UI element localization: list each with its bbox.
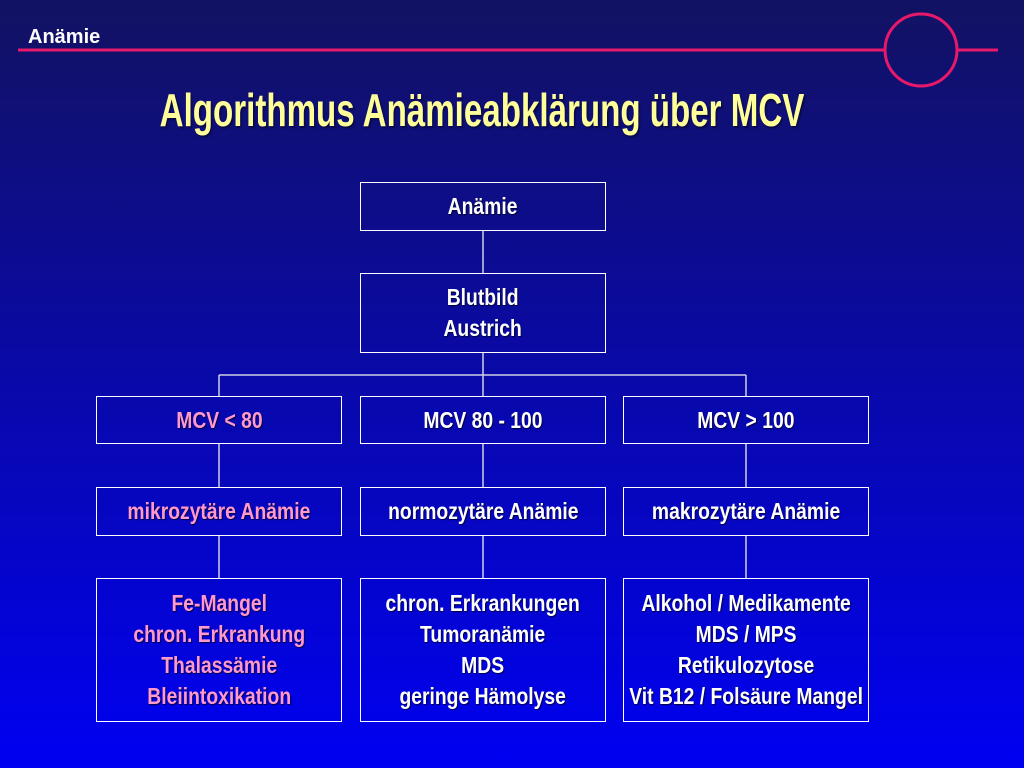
mcv-node-label: MCV < 80 xyxy=(175,406,263,433)
slide-title: Algorithmus Anämieabklärung über MCV xyxy=(159,84,805,136)
root-node-text xyxy=(448,191,518,222)
cause-item: Vit B12 / Folsäure Mangel xyxy=(629,683,863,709)
root-node-label: Anämie xyxy=(448,193,518,219)
causes-node-text xyxy=(133,588,305,712)
mcv-node-text xyxy=(697,405,794,436)
mcv-node-low xyxy=(96,396,342,444)
type-node-text xyxy=(388,496,578,527)
cause-item: chron. Erkrankung xyxy=(133,621,305,647)
causes-node-text xyxy=(386,588,580,712)
cause-item: chron. Erkrankungen xyxy=(385,590,581,616)
type-node-label: mikrozytäre Anämie xyxy=(127,498,311,524)
type-node-text xyxy=(128,496,311,527)
cause-item: MDS / MPS xyxy=(695,621,797,647)
cause-item: Retikulozytose xyxy=(677,652,815,678)
causes-node-text xyxy=(629,588,863,712)
type-node-text xyxy=(652,496,840,527)
cause-item: geringe Hämolyse xyxy=(399,683,567,709)
cause-item: Thalassämie xyxy=(160,652,277,678)
step-node-line: Blutbild xyxy=(447,284,519,310)
mcv-node-text xyxy=(423,405,542,436)
causes-node-microcytic xyxy=(96,578,342,722)
type-node-label: makrozytäre Anämie xyxy=(651,498,841,524)
cause-item: Tumoranämie xyxy=(420,621,546,647)
cause-item: Alkohol / Medikamente xyxy=(641,590,851,616)
type-node-label: normozytäre Anämie xyxy=(387,498,579,524)
causes-node-macrocytic xyxy=(623,578,869,722)
cause-item: Bleiintoxikation xyxy=(147,683,291,709)
step-node xyxy=(360,273,606,353)
slide-section-label: Anämie xyxy=(28,26,101,48)
root-node xyxy=(360,182,606,231)
step-node-line: Austrich xyxy=(443,315,523,341)
mcv-node-text xyxy=(176,405,262,436)
type-node-microcytic xyxy=(96,487,342,536)
causes-node-normocytic xyxy=(360,578,606,722)
type-node-macrocytic xyxy=(623,487,869,536)
mcv-node-label: MCV > 100 xyxy=(697,406,795,433)
type-node-normocytic xyxy=(360,487,606,536)
cause-item: MDS xyxy=(461,652,505,678)
mcv-node-high xyxy=(623,396,869,444)
step-node-text xyxy=(444,282,522,344)
cause-item: Fe-Mangel xyxy=(171,590,267,616)
mcv-node-normal xyxy=(360,396,606,444)
mcv-node-label: MCV 80 - 100 xyxy=(423,406,543,433)
